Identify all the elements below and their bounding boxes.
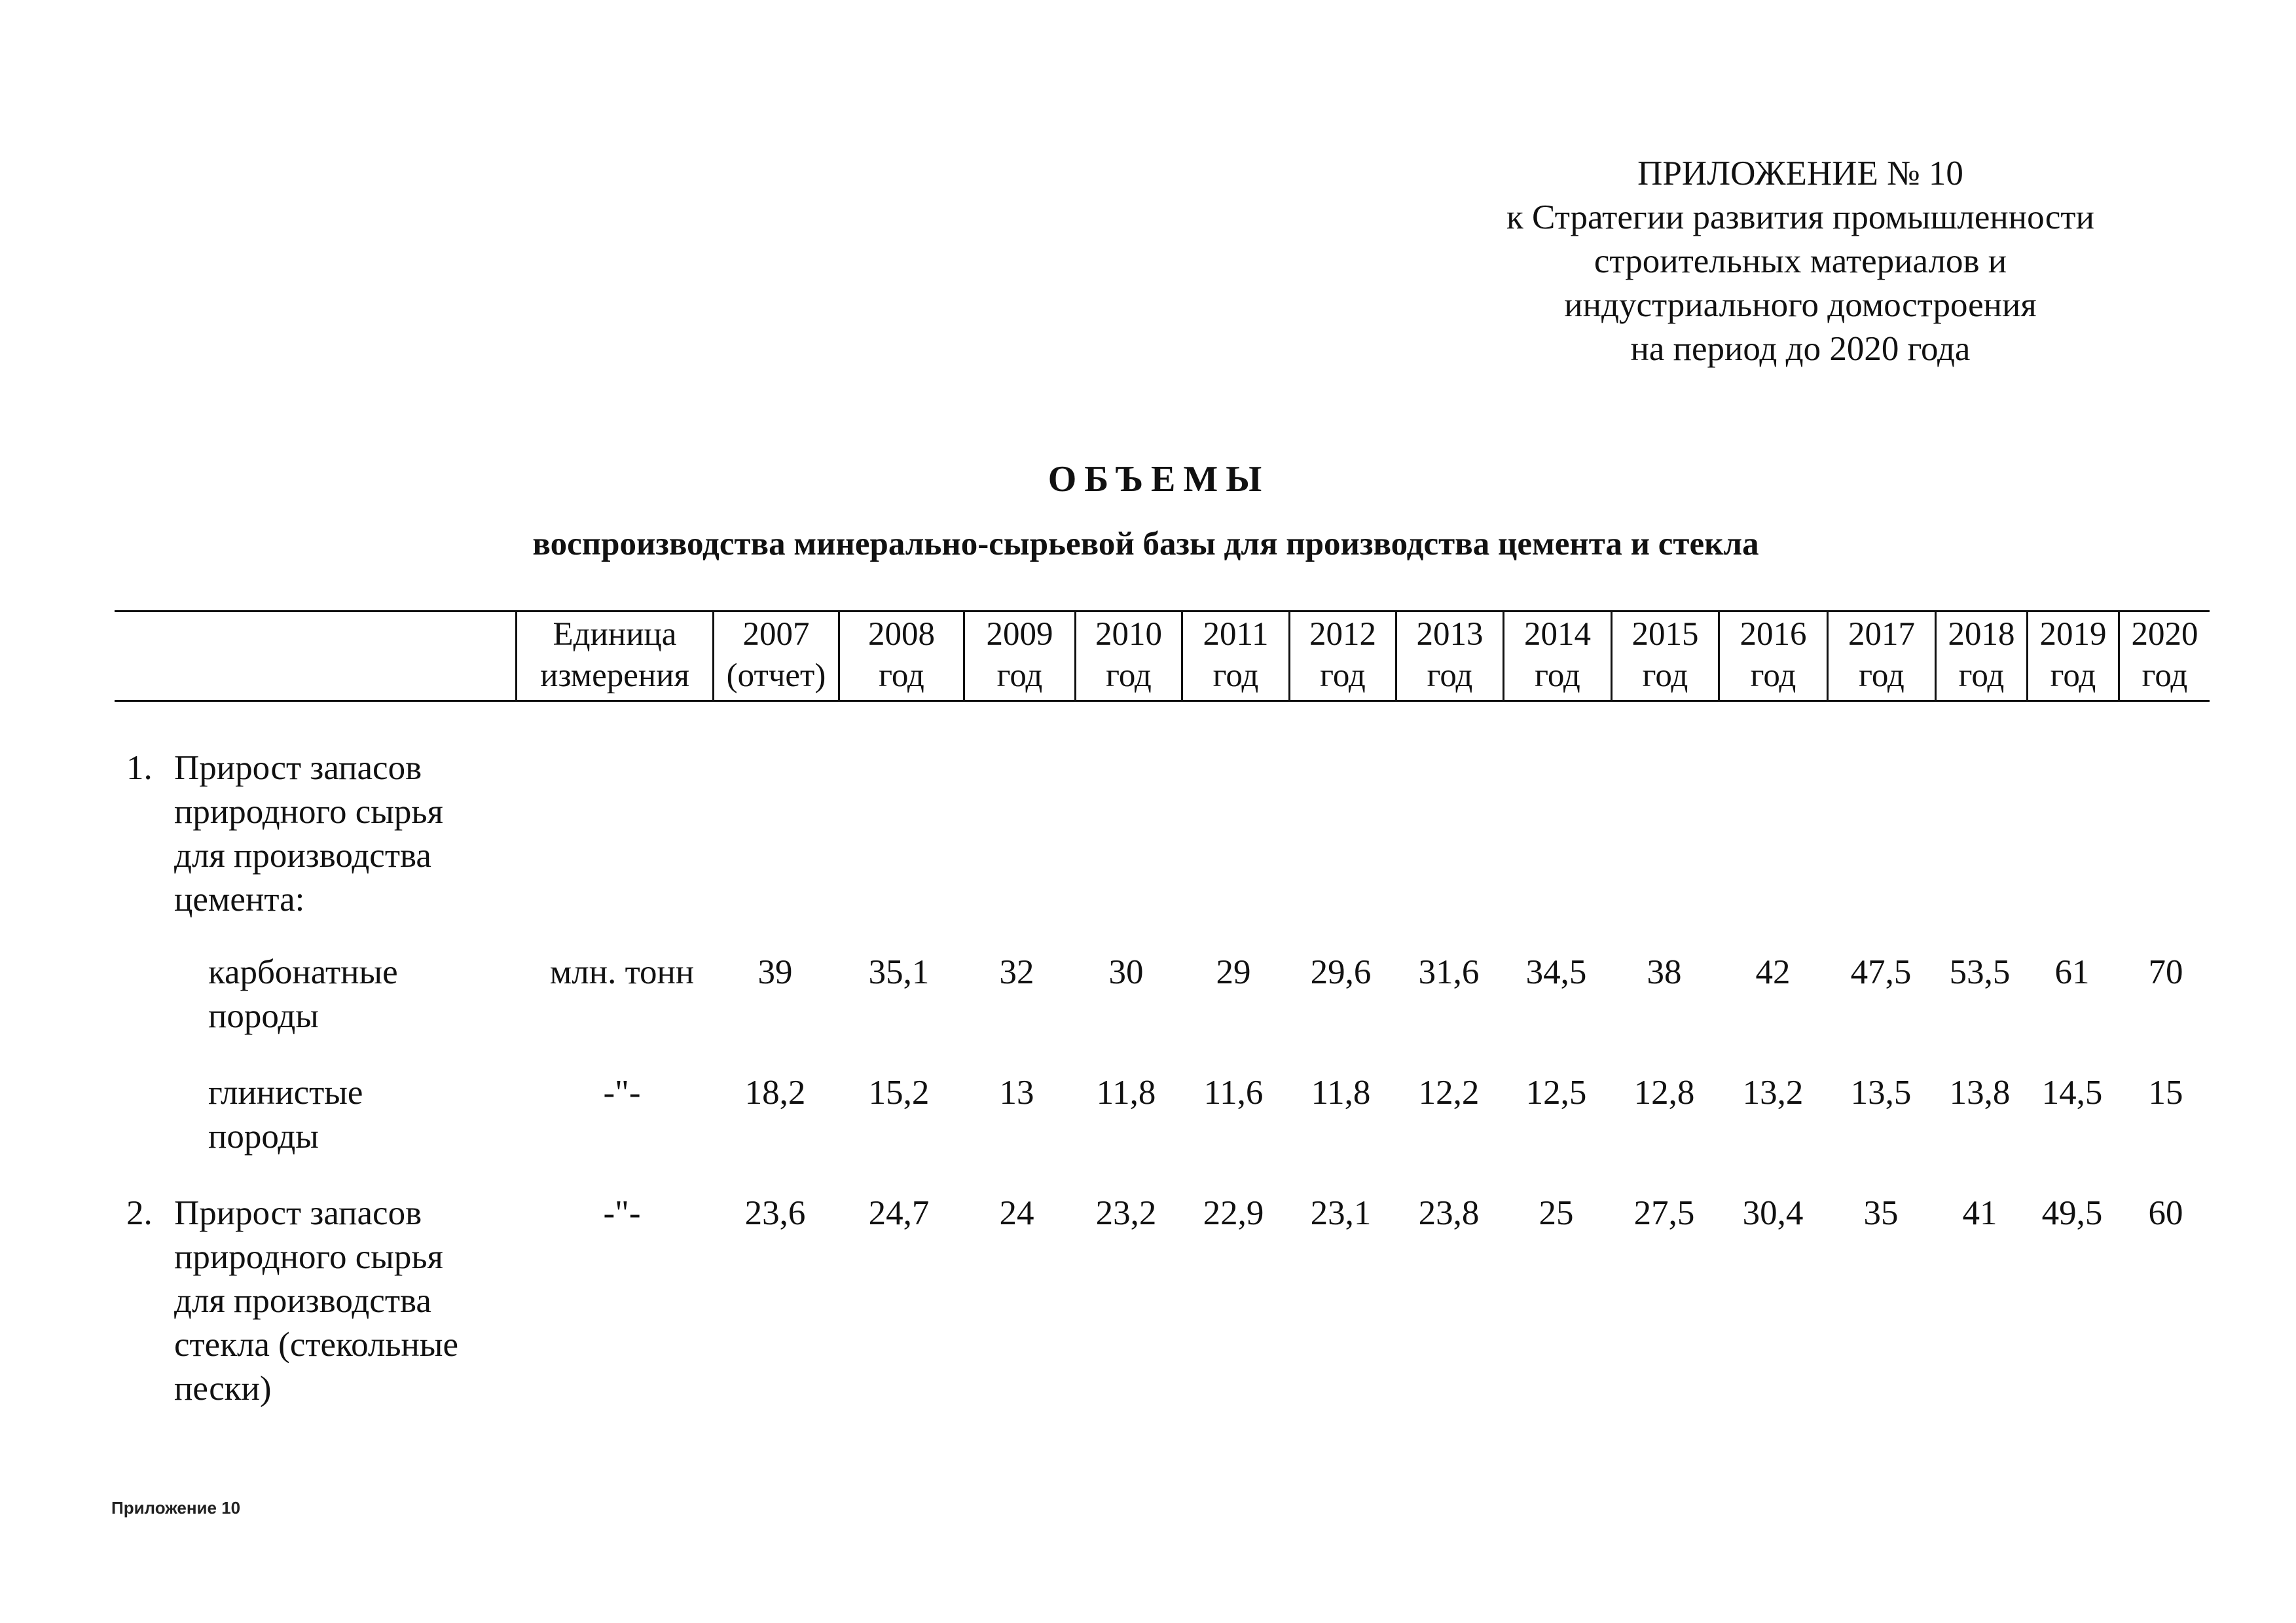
table-cell: 32 (999, 953, 1034, 991)
header-year-suffix: год (996, 657, 1043, 694)
header-year-label: 2010 (1095, 616, 1162, 653)
section-label-line: пески) (174, 1370, 272, 1408)
header-year-suffix: год (1535, 657, 1580, 694)
table-cell: 41 (1962, 1194, 1997, 1232)
page-footer: Приложение 10 (111, 1498, 241, 1518)
table-cell: 11,6 (1203, 1074, 1264, 1112)
section-label-line: для производства (174, 1282, 431, 1320)
row-unit: млн. тонн (549, 953, 695, 991)
header-year-label: 2007 (742, 616, 810, 653)
header-year (1290, 614, 1395, 699)
section-number: 1. (126, 749, 153, 787)
table-cell: 31,6 (1418, 953, 1480, 991)
header-year-suffix: год (2050, 657, 2096, 694)
document-title-wrapper (0, 458, 2296, 500)
header-year-suffix: год (1958, 657, 2005, 694)
section-label (174, 1192, 458, 1411)
table-cell: 23,2 (1095, 1194, 1157, 1232)
header-year-label: 2013 (1416, 616, 1484, 653)
row-label (208, 951, 398, 1038)
header-year-suffix: год (879, 657, 924, 694)
table-cell: 15 (2148, 1074, 2183, 1112)
header-unit-line: измерения (540, 657, 689, 694)
appendix-reference (1362, 152, 2239, 371)
header-year (1183, 614, 1288, 699)
table-cell: 13,5 (1850, 1074, 1912, 1112)
appendix-line: ПРИЛОЖЕНИЕ № 10 (1637, 155, 1963, 192)
header-year (1720, 614, 1827, 699)
header-year (965, 614, 1074, 699)
table-cell: 25 (1539, 1194, 1574, 1232)
header-year (2028, 614, 2118, 699)
table-cell: 34,5 (1525, 953, 1587, 991)
row-unit: -"- (603, 1074, 641, 1112)
header-year-label: 2014 (1524, 616, 1591, 653)
header-year-suffix: год (1642, 657, 1688, 694)
table-cell: 18,2 (744, 1074, 806, 1112)
section-label-line: цемента: (174, 881, 305, 919)
table-cell: 12,2 (1418, 1074, 1480, 1112)
header-year-suffix: год (1320, 657, 1366, 694)
table-cell: 35 (1863, 1194, 1899, 1232)
table-cell: 24 (999, 1194, 1034, 1232)
table-cell: 23,8 (1418, 1194, 1480, 1232)
table-cell: 23,1 (1310, 1194, 1372, 1232)
header-year-label: 2012 (1309, 616, 1376, 653)
table-header-bottom-rule (115, 700, 2210, 702)
header-year-label: 2019 (2039, 616, 2107, 653)
section-label-line: природного сырья (174, 1238, 443, 1276)
row-label-line: породы (208, 997, 319, 1035)
table-cell: 61 (2054, 953, 2090, 991)
table-cell: 30 (1108, 953, 1144, 991)
table-cell: 11,8 (1311, 1074, 1371, 1112)
header-year-label: 2015 (1631, 616, 1699, 653)
section-label-line: Прирост запасов (174, 749, 422, 787)
section-label-line: стекла (стекольные (174, 1326, 459, 1364)
appendix-line: на период до 2020 года (1630, 330, 1971, 368)
row-label-line: глинистые (208, 1074, 363, 1112)
row-label (208, 1071, 363, 1159)
table-cell: 13,2 (1742, 1074, 1804, 1112)
header-year-label: 2009 (986, 616, 1053, 653)
table-cell: 49,5 (2041, 1194, 2103, 1232)
header-year-suffix: год (1427, 657, 1473, 694)
table-cell: 35,1 (868, 953, 930, 991)
table-header-top-rule (115, 610, 2210, 612)
section-label-line: природного сырья (174, 793, 443, 831)
header-year (714, 614, 838, 699)
header-year (1397, 614, 1503, 699)
header-year-label: 2020 (2131, 616, 2198, 653)
document-subtitle: воспроизводства минерально-сырьевой базы для производства цемента и стекла (532, 526, 1759, 562)
section-label-line: для производства (174, 837, 431, 875)
header-year-label: 2008 (868, 616, 935, 653)
section-number: 2. (126, 1194, 153, 1232)
table-cell: 53,5 (1949, 953, 2011, 991)
table-cell: 12,8 (1633, 1074, 1695, 1112)
table-cell: 23,6 (744, 1194, 806, 1232)
row-unit: -"- (603, 1194, 641, 1232)
row-label-line: породы (208, 1118, 319, 1156)
header-unit-line: Единица (553, 616, 677, 653)
header-unit (517, 614, 712, 699)
header-year (1613, 614, 1718, 699)
document-title: ОБЪЕМЫ (1048, 459, 1270, 500)
appendix-line: строительных материалов и (1594, 242, 2007, 280)
header-year (1076, 614, 1181, 699)
table-cell: 12,5 (1525, 1074, 1587, 1112)
table-cell: 38 (1647, 953, 1682, 991)
header-year-label: 2017 (1848, 616, 1915, 653)
table-cell: 15,2 (868, 1074, 930, 1112)
table-cell: 29 (1216, 953, 1251, 991)
section-label (174, 746, 443, 922)
table-cell: 60 (2148, 1194, 2183, 1232)
header-year (1937, 614, 2026, 699)
table-cell: 39 (757, 953, 793, 991)
table-cell: 47,5 (1850, 953, 1912, 991)
appendix-line: индустриального домостроения (1564, 286, 2037, 324)
table-cell: 14,5 (2041, 1074, 2103, 1112)
section-label-line: Прирост запасов (174, 1194, 422, 1232)
table-cell: 22,9 (1203, 1194, 1264, 1232)
table-cell: 29,6 (1310, 953, 1372, 991)
header-year-suffix: год (1212, 657, 1259, 694)
header-year (1504, 614, 1611, 699)
row-label-line: карбонатные (208, 953, 398, 991)
table-cell: 24,7 (868, 1194, 930, 1232)
table-cell: 13 (999, 1074, 1034, 1112)
appendix-line: к Стратегии развития промышленности (1506, 198, 2094, 236)
header-year-suffix: год (1750, 657, 1796, 694)
header-year-label: 2016 (1740, 616, 1807, 653)
header-year (840, 614, 963, 699)
table-cell: 70 (2148, 953, 2183, 991)
table-cell: 11,8 (1096, 1074, 1156, 1112)
header-year-suffix: (отчет) (726, 657, 826, 694)
table-cell: 30,4 (1742, 1194, 1804, 1232)
header-year-suffix: год (1106, 657, 1152, 694)
header-year-suffix: год (1859, 657, 1904, 694)
table-cell: 13,8 (1949, 1074, 2011, 1112)
header-year-label: 2011 (1203, 616, 1269, 653)
table-cell: 42 (1755, 953, 1791, 991)
header-year (1829, 614, 1935, 699)
header-year-suffix: год (2141, 657, 2188, 694)
table-cell: 27,5 (1633, 1194, 1695, 1232)
header-year (2120, 614, 2210, 699)
header-year-label: 2018 (1948, 616, 2015, 653)
